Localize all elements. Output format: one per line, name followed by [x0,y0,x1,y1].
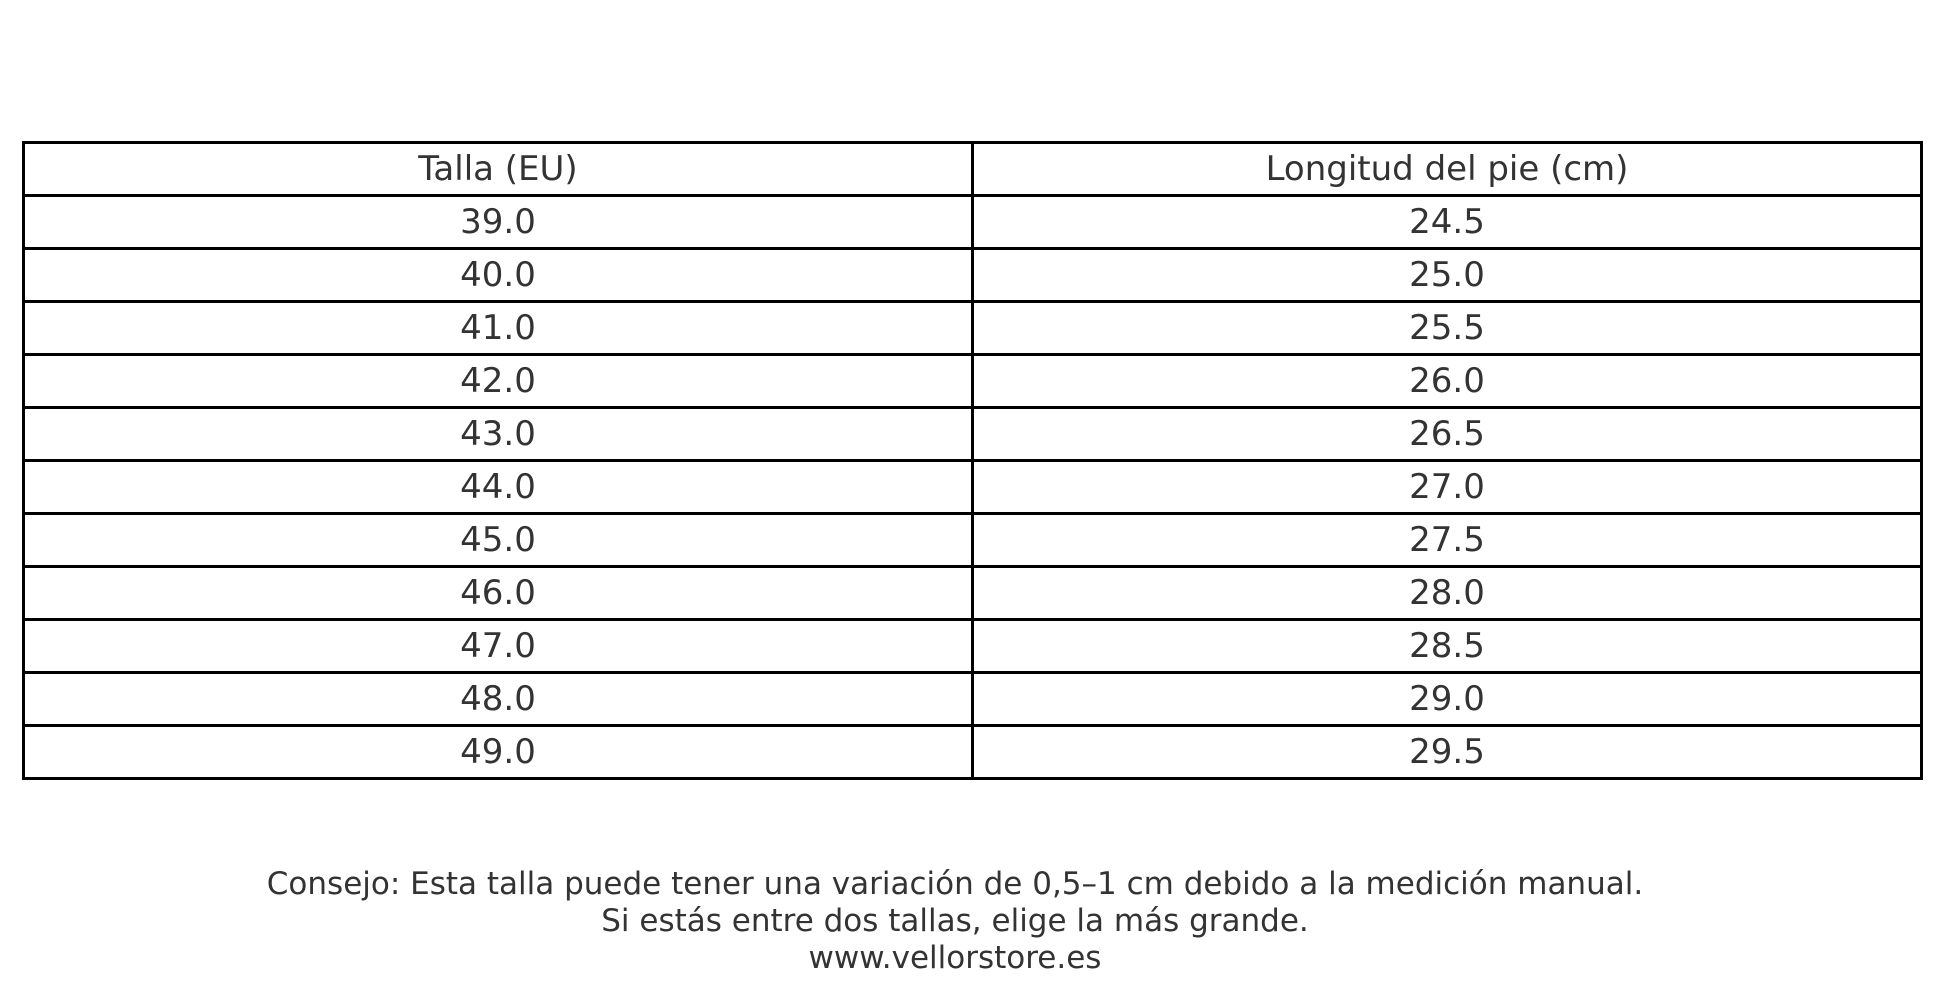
table-row [24,620,1922,673]
size-eu-cell: 48.0 [24,673,973,726]
size-eu-cell: 49.0 [24,726,973,779]
foot-length-cell: 27.0 [973,461,1922,514]
foot-length-cell: 28.0 [973,567,1922,620]
table-row [24,673,1922,726]
foot-length-cell: 28.5 [973,620,1922,673]
size-eu-cell: 41.0 [24,302,973,355]
table-row [24,302,1922,355]
size-eu-cell: 42.0 [24,355,973,408]
size-table-body [24,196,1922,779]
foot-length-cell: 29.0 [973,673,1922,726]
table-row [24,726,1922,779]
size-eu-cell: 43.0 [24,408,973,461]
table-row [24,249,1922,302]
table-row [24,355,1922,408]
foot-length-cell: 29.5 [973,726,1922,779]
size-eu-cell: 39.0 [24,196,973,249]
table-row [24,408,1922,461]
table-row [24,461,1922,514]
column-header-talla-eu: Talla (EU) [24,143,973,196]
size-eu-cell: 45.0 [24,514,973,567]
foot-length-cell: 27.5 [973,514,1922,567]
size-eu-cell: 40.0 [24,249,973,302]
table-row [24,514,1922,567]
foot-length-cell: 24.5 [973,196,1922,249]
size-table-head [24,143,1922,196]
footer-note [0,866,1910,977]
size-eu-cell: 44.0 [24,461,973,514]
table-row [24,196,1922,249]
foot-length-cell: 25.5 [973,302,1922,355]
advice-line-2: Si estás entre dos tallas, elige la más grande. [601,903,1309,939]
foot-length-cell: 26.5 [973,408,1922,461]
size-eu-cell: 47.0 [24,620,973,673]
table-header-row [24,143,1922,196]
foot-length-cell: 26.0 [973,355,1922,408]
advice-line-1: Consejo: Esta talla puede tener una variación de 0,5–1 cm debido a la medición manual. [266,866,1644,902]
size-eu-cell: 46.0 [24,567,973,620]
table-row [24,567,1922,620]
size-chart-table [22,141,1923,780]
website-url: www.vellorstore.es [808,940,1102,976]
column-header-longitud-pie: Longitud del pie (cm) [973,143,1922,196]
foot-length-cell: 25.0 [973,249,1922,302]
